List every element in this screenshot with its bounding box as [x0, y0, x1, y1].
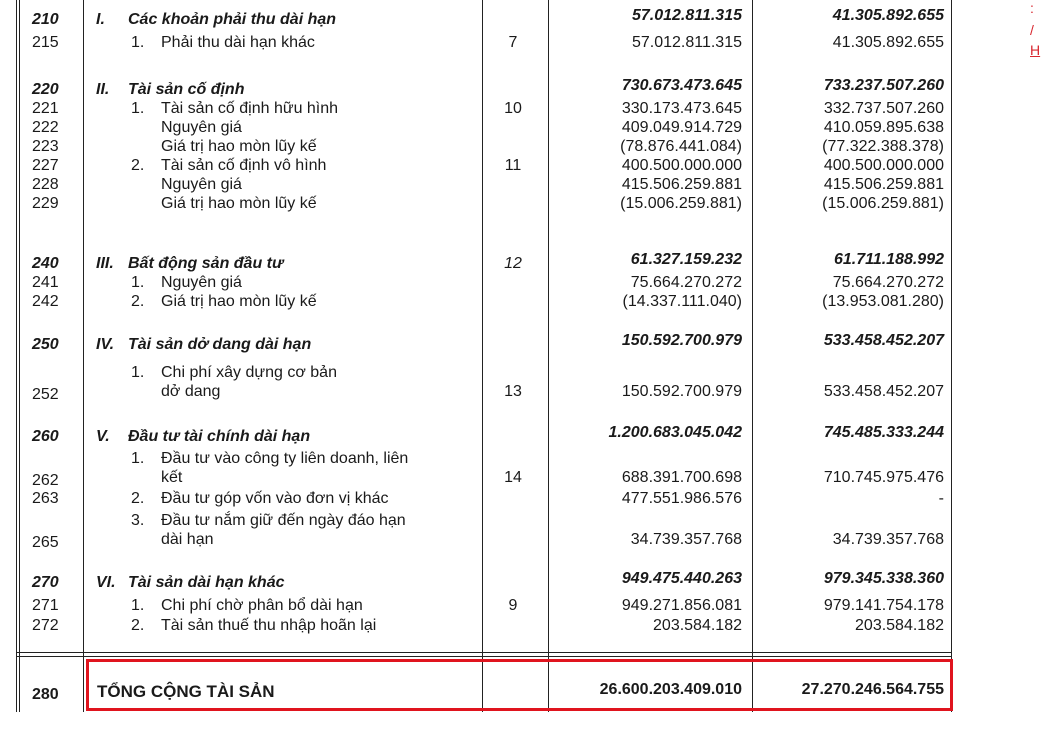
row-text: Giá trị hao mòn lũy kế: [161, 293, 317, 310]
total-value-current: 26.600.203.409.010: [599, 681, 742, 698]
row-code: 222: [32, 119, 59, 136]
total-top-rule-2: [16, 656, 952, 657]
row-label: IV.: [96, 336, 115, 353]
row-value-prior: (15.006.259.881): [822, 195, 944, 212]
row-text-continued: dài hạn: [161, 531, 214, 548]
row-value-current: (14.337.111.040): [622, 293, 742, 310]
row-text: Đầu tư nắm giữ đến ngày đáo hạn: [161, 512, 406, 529]
row-text: Tài sản thuế thu nhập hoãn lại: [161, 617, 377, 634]
row-label: 3.: [131, 512, 145, 529]
row-label: 1.: [131, 34, 145, 51]
stamp-line: :: [1030, 0, 1034, 16]
red-stamp-fragment: [1030, 0, 1040, 58]
row-value-current: (78.876.441.084): [620, 138, 742, 155]
row-code: 241: [32, 274, 59, 291]
stamp-line: H: [1030, 42, 1041, 58]
row-code: 265: [32, 534, 59, 551]
total-code: 280: [32, 686, 59, 703]
row-label: 2.: [131, 617, 145, 634]
row-value-current: 330.173.473.645: [621, 100, 742, 117]
row-note: 9: [508, 597, 518, 614]
row-value-current: 409.049.914.729: [621, 119, 742, 136]
row-value-current: 949.271.856.081: [621, 597, 742, 614]
row-label: V.: [96, 428, 110, 445]
row-code: 252: [32, 386, 59, 403]
row-label: 1.: [131, 450, 145, 467]
row-value-current: 1.200.683.045.042: [608, 424, 742, 441]
row-label: 1.: [131, 274, 145, 291]
row-code: 242: [32, 293, 59, 310]
row-value-prior: (77.322.388.378): [822, 138, 944, 155]
row-text: Tài sản cố định vô hình: [161, 157, 327, 174]
row-label: II.: [96, 81, 110, 98]
row-code: 210: [32, 11, 59, 28]
row-text: Giá trị hao mòn lũy kế: [161, 195, 317, 212]
total-value-prior: 27.270.246.564.755: [801, 681, 944, 698]
row-note: 7: [508, 34, 518, 51]
row-code: 240: [32, 255, 59, 272]
row-code: 215: [32, 34, 59, 51]
row-value-prior: 41.305.892.655: [832, 34, 944, 51]
row-text: Đầu tư tài chính dài hạn: [128, 428, 311, 445]
row-code: 250: [32, 336, 59, 353]
row-value-current: 61.327.159.232: [630, 251, 742, 268]
row-value-current: 415.506.259.881: [621, 176, 742, 193]
row-text: Tài sản dở dang dài hạn: [128, 336, 312, 353]
row-value-current: 57.012.811.315: [631, 34, 742, 51]
row-value-prior: 34.739.357.768: [832, 531, 944, 548]
row-text: Tài sản dài hạn khác: [128, 574, 285, 591]
row-value-prior: 332.737.507.260: [823, 100, 944, 117]
row-code: 263: [32, 490, 59, 507]
row-code: 270: [32, 574, 59, 591]
row-code: 272: [32, 617, 59, 634]
row-value-prior: 400.500.000.000: [823, 157, 944, 174]
row-code: 271: [32, 597, 59, 614]
row-text: Các khoản phải thu dài hạn: [128, 11, 337, 28]
row-value-prior: 41.305.892.655: [832, 7, 944, 24]
row-value-prior: 533.458.452.207: [823, 383, 944, 400]
col-divider-v2: [752, 0, 753, 712]
row-value-current: 400.500.000.000: [621, 157, 742, 174]
row-label: 2.: [131, 157, 145, 174]
row-text-continued: dở dang: [161, 383, 221, 400]
row-value-prior: 745.485.333.244: [823, 424, 944, 441]
row-code: 223: [32, 138, 59, 155]
row-value-current: (15.006.259.881): [620, 195, 742, 212]
row-value-prior: 733.237.507.260: [823, 77, 944, 94]
row-code: 228: [32, 176, 59, 193]
row-text: Đầu tư vào công ty liên doanh, liên: [161, 450, 409, 467]
col-divider-code: [83, 0, 84, 712]
row-text: Đầu tư góp vốn vào đơn vị khác: [161, 490, 389, 507]
right-border: [951, 0, 952, 712]
row-value-prior: 203.584.182: [855, 617, 944, 634]
row-text: Giá trị hao mòn lũy kế: [161, 138, 317, 155]
row-note: 10: [504, 100, 522, 117]
row-code: 260: [32, 428, 59, 445]
row-label: VI.: [96, 574, 116, 591]
row-value-current: 477.551.986.576: [621, 490, 742, 507]
row-value-current: 150.592.700.979: [621, 332, 742, 349]
row-code: 262: [32, 472, 59, 489]
row-value-current: 34.739.357.768: [630, 531, 742, 548]
row-value-current: 203.584.182: [653, 617, 742, 634]
row-value-prior: 415.506.259.881: [823, 176, 944, 193]
total-label: TỔNG CỘNG TÀI SẢN: [97, 682, 275, 701]
row-value-prior: 533.458.452.207: [823, 332, 944, 349]
row-text: Bất động sản đầu tư: [128, 255, 284, 272]
left-border-inner: [19, 0, 20, 712]
row-text: Chi phí chờ phân bổ dài hạn: [161, 597, 363, 614]
row-value-prior: 710.745.975.476: [823, 469, 944, 486]
row-label: III.: [96, 255, 114, 272]
row-value-current: 57.012.811.315: [631, 7, 742, 24]
row-value-prior: 61.711.188.992: [833, 251, 944, 268]
row-value-prior: 410.059.895.638: [823, 119, 944, 136]
row-text: Tài sản cố định: [128, 81, 245, 98]
row-note: 11: [504, 157, 522, 174]
total-highlight-box: [86, 659, 953, 711]
stamp-line: /: [1030, 22, 1034, 38]
row-text: Nguyên giá: [161, 119, 242, 136]
row-text: Tài sản cố định hữu hình: [161, 100, 339, 117]
row-value-current: 949.475.440.263: [621, 570, 742, 587]
row-text: Phải thu dài hạn khác: [161, 34, 315, 51]
row-text-continued: kết: [161, 469, 183, 486]
row-code: 227: [32, 157, 59, 174]
left-border: [16, 0, 17, 712]
row-label: 2.: [131, 490, 145, 507]
row-value-current: 150.592.700.979: [621, 383, 742, 400]
row-code: 220: [32, 81, 59, 98]
row-note: 14: [504, 469, 522, 486]
row-note: 12: [504, 255, 522, 272]
row-label: 2.: [131, 293, 145, 310]
row-value-current: 75.664.270.272: [630, 274, 742, 291]
row-value-current: 688.391.700.698: [621, 469, 742, 486]
row-value-prior: 979.141.754.178: [823, 597, 944, 614]
row-label: 1.: [131, 100, 145, 117]
row-text: Chi phí xây dựng cơ bản: [161, 364, 337, 381]
row-text: Nguyên giá: [161, 274, 242, 291]
row-code: 229: [32, 195, 59, 212]
col-divider-note: [482, 0, 483, 712]
row-label: 1.: [131, 364, 145, 381]
row-label: 1.: [131, 597, 145, 614]
row-note: 13: [504, 383, 522, 400]
row-value-prior: -: [938, 490, 944, 507]
row-label: I.: [96, 11, 105, 28]
col-divider-v1: [548, 0, 549, 712]
row-value-prior: 979.345.338.360: [823, 570, 944, 587]
row-value-current: 730.673.473.645: [621, 77, 742, 94]
row-value-prior: 75.664.270.272: [832, 274, 944, 291]
row-text: Nguyên giá: [161, 176, 242, 193]
row-code: 221: [32, 100, 59, 117]
total-top-rule: [16, 652, 952, 653]
row-value-prior: (13.953.081.280): [822, 293, 944, 310]
